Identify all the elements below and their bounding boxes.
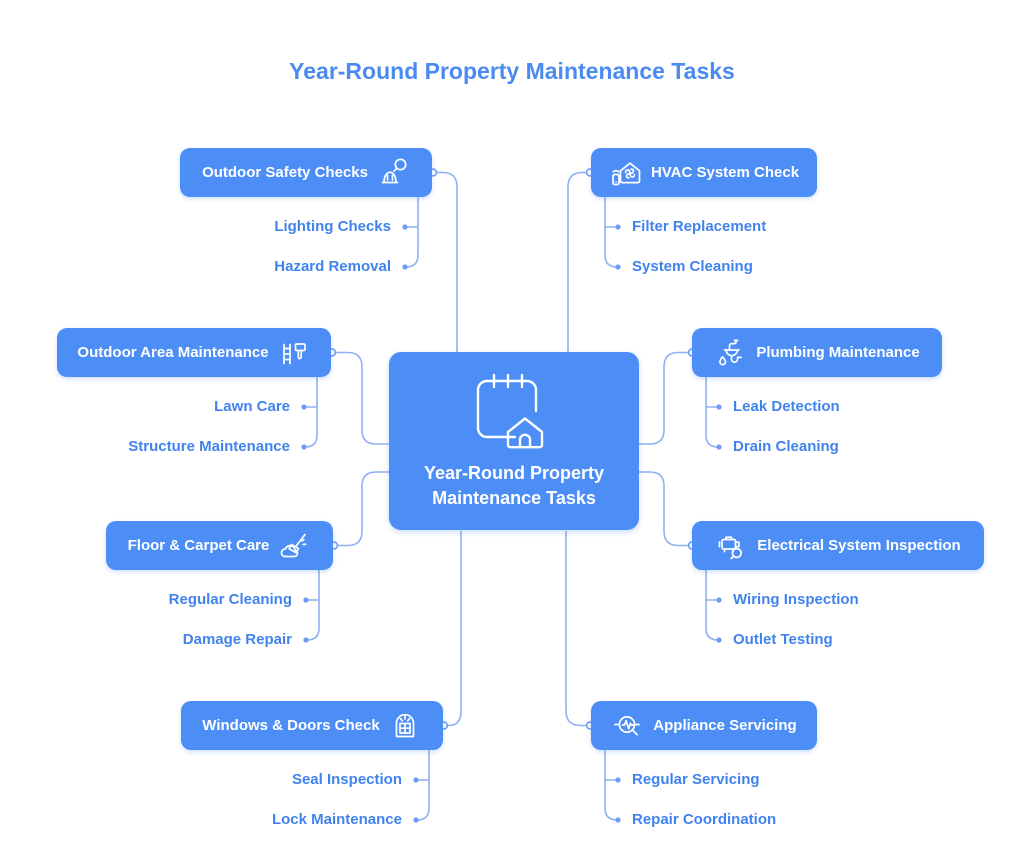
- central-node-label: Year-Round Property Maintenance Tasks: [423, 463, 605, 508]
- house-fan-remote-icon: [609, 156, 643, 190]
- vacuum-cleaner-icon: [277, 529, 311, 563]
- child-topic-repair-coordination[interactable]: Repair Coordination: [632, 811, 777, 828]
- child-topic-drain-cleaning[interactable]: Drain Cleaning: [733, 438, 839, 455]
- child-topic-damage-repair[interactable]: Damage Repair: [182, 631, 292, 648]
- branch-node-windows-doors-check[interactable]: [181, 701, 443, 750]
- branch-node-label: Floor & Carpet Care: [127, 537, 270, 554]
- page-title: Year-Round Property Maintenance Tasks: [289, 58, 735, 84]
- branch-node-floor-carpet-care[interactable]: [106, 521, 333, 570]
- sink-faucet-drop-icon: [714, 336, 748, 370]
- child-topic-seal-inspection[interactable]: Seal Inspection: [291, 771, 402, 788]
- branch-node-label: Outdoor Safety Checks: [202, 164, 368, 181]
- branch-node-label: Electrical System Inspection: [757, 537, 961, 554]
- child-topic-regular-servicing[interactable]: Regular Servicing: [632, 771, 760, 788]
- branch-node-label: Plumbing Maintenance: [756, 344, 920, 361]
- motor-magnifier-icon: [715, 529, 749, 563]
- child-topic-filter-replacement[interactable]: Filter Replacement: [632, 218, 767, 235]
- branch-node-label: Outdoor Area Maintenance: [77, 344, 269, 361]
- child-topic-lawn-care[interactable]: Lawn Care: [214, 398, 290, 415]
- helmet-search-icon: [376, 156, 410, 190]
- branch-node-outdoor-safety-checks[interactable]: [180, 148, 432, 197]
- child-topic-outlet-testing[interactable]: Outlet Testing: [733, 631, 833, 648]
- branch-node-appliance-servicing[interactable]: [591, 701, 817, 750]
- child-topic-lighting-checks[interactable]: Lighting Checks: [274, 218, 391, 235]
- branch-node-label: HVAC System Check: [650, 164, 800, 181]
- child-topic-wiring-inspection[interactable]: Wiring Inspection: [733, 591, 859, 608]
- child-topic-system-cleaning[interactable]: System Cleaning: [632, 258, 753, 275]
- branch-node-plumbing-maintenance[interactable]: [692, 328, 942, 377]
- branch-node-outdoor-area-maintenance[interactable]: [57, 328, 331, 377]
- child-topic-hazard-removal[interactable]: Hazard Removal: [274, 258, 391, 275]
- child-topic-lock-maintenance[interactable]: Lock Maintenance: [271, 811, 402, 828]
- branch-node-hvac-system-check[interactable]: [591, 148, 817, 197]
- child-topic-structure-maintenance[interactable]: Structure Maintenance: [128, 438, 290, 455]
- branch-node-label: Windows & Doors Check: [202, 717, 380, 734]
- pulse-magnifier-icon: [611, 709, 645, 743]
- child-topic-regular-cleaning[interactable]: Regular Cleaning: [168, 591, 292, 608]
- calendar-house-icon: [472, 371, 556, 451]
- ladder-paintbrush-icon: [277, 336, 311, 370]
- branch-node-label: Appliance Servicing: [653, 717, 797, 734]
- branch-node-electrical-system-inspection[interactable]: [692, 521, 984, 570]
- central-node[interactable]: [389, 352, 639, 530]
- arched-window-icon: [388, 709, 422, 743]
- child-topic-leak-detection[interactable]: Leak Detection: [733, 398, 840, 415]
